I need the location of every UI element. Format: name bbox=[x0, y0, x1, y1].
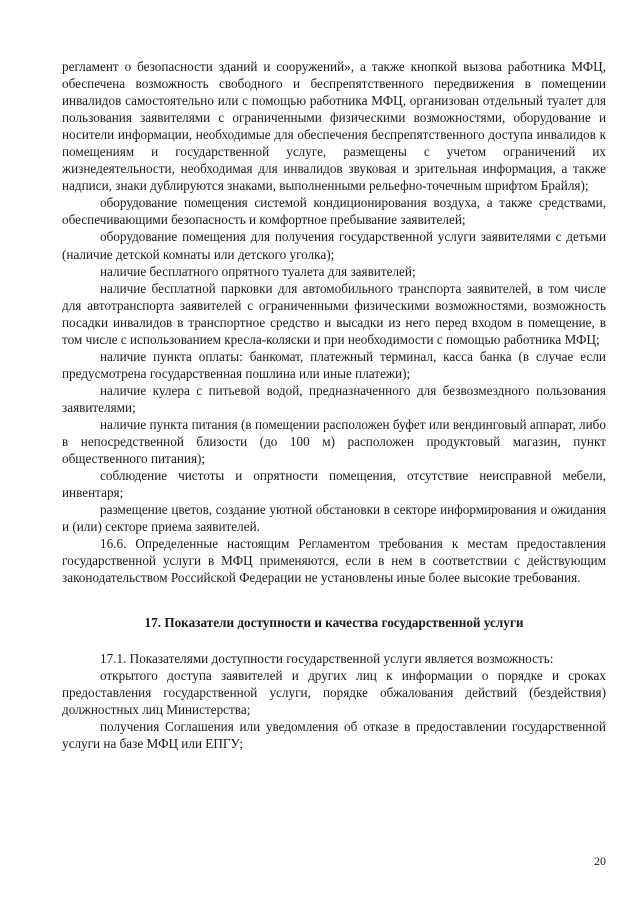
body-text-block bbox=[62, 58, 606, 586]
paragraph: наличие кулера с питьевой водой, предназначенного для безвозмездного пользования заявителями; bbox=[62, 382, 606, 415]
paragraph: 16.6. Определенные настоящим Регламентом требования к местам предоставления государственной услуги в МФЦ применяются, если в нем в соответствии с действующим законодательством Российской Федерации не установлены иные более высокие требования. bbox=[62, 536, 606, 586]
paragraph: оборудование помещения системой кондиционирования воздуха, а также средствами, обеспечивающими безопасность и комфортное пребывание заявителей; bbox=[62, 195, 606, 228]
body-text-block-section-17 bbox=[62, 650, 606, 752]
paragraph: получения Соглашения или уведомления об отказе в предоставлении государственной услуги на базе МФЦ или ЕПГУ; bbox=[62, 718, 606, 751]
paragraph: размещение цветов, создание уютной обстановки в секторе информирования и ожидания и (или) секторе приема заявителей. bbox=[62, 502, 606, 535]
paragraph: оборудование помещения для получения государственной услуги заявителями с детьми (наличие детской комнаты или детского уголка); bbox=[62, 229, 606, 262]
paragraph: наличие бесплатного опрятного туалета для заявителей; bbox=[100, 263, 416, 279]
paragraph: регламент о безопасности зданий и сооружений», а также кнопкой вызова работника МФЦ, обеспечена возможность свободного и беспрепятственного передвижения в помещении инвалидов самостоятельно или с помощью работника МФЦ, организован отдельный туалет для пользования заявителями с ограниченными физическими возможностями, оборудование и носители информации, необходимые для обеспечения беспрепятственного доступа инвалидов к помещениям и государственной услуге, размещены с учетом ограничений их жизнедеятельности, необходимая для инвалидов звуковая и зрительная информация, а также надписи, знаки дублируются знаками, выполненными рельефно-точечным шрифтом Брайля); bbox=[62, 59, 606, 194]
section-heading: 17. Показатели доступности и качества государственной услуги bbox=[144, 615, 524, 631]
paragraph: наличие бесплатной парковки для автомобильного транспорта заявителей, в том числе для автотранспорта заявителей с ограниченными физическими возможностями, возможность посадки инвалидов в транспортное средство и высадки из него перед входом в помещение, в том числе с использованием кресла-коляски и при необходимости с помощью работника МФЦ; bbox=[62, 280, 606, 347]
paragraph: открытого доступа заявителей и других лиц к информации о порядке и сроках предоставления государственной услуги, порядке обжалования действий (бездействия) должностных лиц Министерства; bbox=[62, 667, 606, 717]
paragraph: наличие пункта оплаты: банкомат, платежный терминал, касса банка (в случае если предусмотрена государственная пошлина или иные платежи); bbox=[62, 348, 606, 381]
page-number: 20 bbox=[594, 854, 606, 868]
paragraph: соблюдение чистоты и опрятности помещения, отсутствие неисправной мебели, инвентаря; bbox=[62, 468, 606, 501]
paragraph: наличие пункта питания (в помещении расположен буфет или вендинговый аппарат, либо в непосредственной близости (до 100 м) расположен продуктовый магазин, пункт общественного питания); bbox=[62, 416, 606, 467]
paragraph: 17.1. Показателями доступности государственной услуги является возможность: bbox=[100, 650, 554, 666]
